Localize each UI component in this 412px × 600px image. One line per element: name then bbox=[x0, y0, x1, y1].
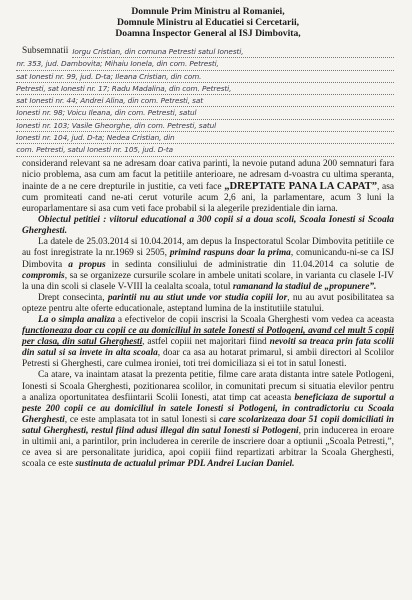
request-emphasis: sustinuta de actualul primar PDL Andrei Lucian Daniel. bbox=[75, 459, 295, 470]
analysis-text: , astfel copiii net majoritari fiind bbox=[142, 337, 267, 348]
analysis-emphasis: La o simpla analiza bbox=[38, 314, 116, 325]
history-text: , comunicandu-ni-se ca ISJ Dimbovita bbox=[22, 248, 395, 270]
consequence-text: , nu au avut posibilitatea sa opteze pentru alte oferte educationale, asteptand lumina de la institutiile statului. bbox=[22, 292, 394, 314]
request-emphasis: beneficiaza de suportul a peste 200 copii ce au domiciliul in satele Ionesti si Potlogeni, in contradictoriu cu Scoala Gherghesti bbox=[22, 392, 395, 425]
addressee-prime-minister: Domnule Prim Ministru al Romaniei, bbox=[131, 6, 285, 17]
petition-object: Obiectul petitiei : viitorul educational a 300 copii si a doua scoli, Scoala Ionesti si Scoala Gherghesti. bbox=[22, 215, 394, 237]
request-emphasis: care scolarizeaza doar 51 copii domiciliati in satul Gherghesti, restul fiind adusi illegal din satul Ionesti si Potlogeni bbox=[22, 414, 395, 436]
handwritten-line: Petresti, sat Ionesti nr. 17; Radu Madalina, din com. Petresti, bbox=[16, 83, 394, 95]
history-emphasis: primind raspuns doar la prima bbox=[169, 248, 291, 259]
intro-text: considerand relevant sa ne adresam doar cativa parinti, la nevoie putand aduna 200 semnaturi fara nicio problema, asa cum am facut la petitiile anterioare, ne adresam d-voastra cu ultima speranta, inainte de a ne cere drepturile in justitie, ca veti face bbox=[22, 158, 394, 192]
history-emphasis: ramanand la stadiul de „propunere”. bbox=[232, 281, 377, 292]
handwritten-line: nr. 353, jud. Dambovita; Mihaiu Ionela, din com. Petresti, bbox=[16, 58, 394, 70]
history-text: La datele de 25.03.2014 si 10.04.2014, am depus la Inspectoratul Scolar Dimbovita petitiile ce au fost inregistrate la nr.1969 si 2505, bbox=[22, 237, 394, 259]
handwritten-line: sat Ionesti nr. 44; Andrei Alina, din com. Petresti, sat bbox=[16, 95, 394, 107]
addressee-inspector-general: Doamna Inspector General al ISJ Dimbovita, bbox=[115, 28, 301, 39]
handwritten-line: com. Petresti, satul Ionesti nr. 105, jud. D-ta bbox=[16, 144, 394, 156]
analysis-text: , doar ca asa au hotarat primarul, si ambii directori al Scolilor Petresti si Gherghesti, care culmea ironiei, toti trei domiciliaza si ei tot in satul Ionesti. bbox=[22, 348, 394, 370]
addressee-education-minister: Domnule Ministru al Educatiei si Cercetarii, bbox=[116, 17, 300, 28]
handwritten-line: Ionesti nr. 104, jud. D-ta; Nedea Cristian, din bbox=[16, 132, 394, 144]
request-text: , prin inducerea in eroare in ultimii ani, a parintilor, prin includerea in cererile de inscriere doar a optiunii „Scoala Petresti,”, ce avea si are personalitate juridica, apoi copiii fiind repartizati arbitrar la Scoala Gherghesti, scoala ce este bbox=[22, 425, 394, 470]
paragraph-request bbox=[22, 370, 394, 470]
consequence-text: Drept consecinta, bbox=[38, 292, 105, 303]
handwritten-line: Ionesti nr. 98; Voicu Ileana, din com. Petresti, satul bbox=[16, 107, 394, 119]
intro-slogan: „DREPTATE PANA LA CAPAT” bbox=[224, 180, 377, 192]
history-text: in sedinta consiliului de administratie din 11.04.2014 ca solutie de bbox=[111, 259, 395, 270]
analysis-emphasis: nevoiti sa treaca prin fata scolii din satul si sa invete in alta scoala bbox=[22, 337, 394, 359]
signatories-block bbox=[16, 46, 394, 157]
handwritten-line: Iorgu Cristian, din comuna Petresti satul Ionesti, bbox=[72, 46, 394, 58]
addressee-block bbox=[22, 6, 394, 39]
history-emphasis: compromis bbox=[22, 270, 65, 281]
paragraph-intro bbox=[22, 159, 394, 215]
signatories-label: Subsemnatii bbox=[22, 46, 69, 56]
handwritten-line: sat Ionesti nr. 99, jud. D-ta; Ileana Cristian, din com. bbox=[16, 71, 394, 83]
paragraph-consequence bbox=[22, 293, 394, 315]
handwritten-line: Ionesti nr. 103; Vasile Gheorghe, din com. Petresti, satul bbox=[16, 120, 394, 132]
analysis-emphasis: functioneaza doar cu copii ce au domiciliul in satele Ionesti si Potlogeni, avand cel mult 5 copii per clasa, din satul Gherghesti bbox=[22, 326, 394, 348]
consequence-emphasis: parintii nu au stiut unde vor studia copiii lor bbox=[107, 292, 288, 303]
history-emphasis: a propus bbox=[68, 259, 106, 270]
paragraph-history bbox=[22, 237, 394, 292]
history-text: , sa se organizeze cursurile scolare in ambele unitati scolare, in varianta cu clasele I-IV la una din scoli si clasele V-VIII la cealalta scoala, totul bbox=[22, 270, 394, 292]
request-text: Ca atare, va inaintam atasat la prezenta petitie, filme care arata distanta intre satele Potlogeni, Ionesti si Scoala Gherghesti, pozitionarea scolilor, in comunitati precum si situatia elevilor pentru a analiza oportunitatea desfiintarii Scolii Ionesti, atat timp cat aceasta bbox=[22, 370, 394, 403]
intro-text-rest: , asa cum promiteati cand ne-ati cerut voturile acum 2,6 ani, la parlamentare, acum 3 luni la europarlamentare si asa cum veti face probabil si la alegerile prezidentiale din iarna. bbox=[22, 181, 395, 215]
request-text: , ce este amplasata tot in satul Ionesti si bbox=[64, 414, 217, 425]
analysis-text: a efectivelor de copii inscrisi la Scoala Gherghesti vom vedea ca aceasta bbox=[117, 314, 395, 325]
paragraph-analysis bbox=[22, 315, 394, 370]
